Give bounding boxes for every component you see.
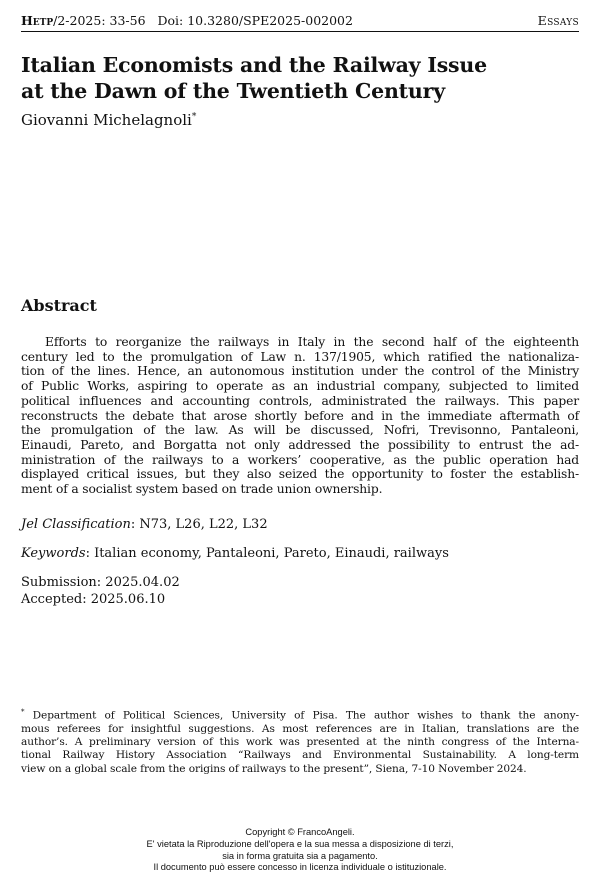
abstract-heading: Abstract: [21, 296, 97, 315]
submission-date: Submission: 2025.04.02: [21, 575, 180, 590]
abstract-line: ment of a socialist system based on trade union ownership.: [21, 482, 383, 497]
keywords-list: : Italian economy, Pantaleoni, Pareto, Einaudi, railways: [85, 546, 449, 561]
copyright-notice: [0, 827, 600, 874]
author-footnote-mark: *: [191, 112, 197, 122]
abstract-line: of Public Works, aspiring to operate as an industrial company, subjected to limited: [21, 379, 579, 394]
author: [21, 111, 196, 129]
footnote-line-text: Department of Political Sciences, University of Pisa. The author wishes to thank the anony-: [32, 709, 579, 722]
keywords: [21, 546, 449, 561]
abstract-line: century led to the promulgation of Law n. 137/1905, which ratified the nationaliza-: [21, 349, 579, 364]
section-label: Essays: [537, 13, 579, 28]
jel-label: Jel Classification: [21, 517, 131, 532]
abstract-body: [21, 335, 579, 497]
copyright-line: Il documento può essere concesso in licenza individuale o istituzionale.: [153, 862, 447, 873]
keywords-label: Keywords: [21, 546, 86, 561]
title-line-1: Italian Economists and the Railway Issue: [21, 53, 487, 77]
issue-pages: /2-2025: 33-56: [53, 13, 146, 28]
article-title: [21, 52, 579, 104]
abstract-line: ministration of the railways to a workers’ cooperative, as the public operation had: [21, 452, 579, 467]
running-header: [21, 11, 579, 32]
jel-classification: [21, 517, 268, 532]
abstract-line: the promulgation of the law. As will be discussed, Nofri, Trevisonno, Pantaleoni,: [21, 423, 579, 438]
footnote-mark: *: [21, 708, 25, 716]
abstract-line: tion of the lines. Hence, an autonomous institution under the control of the Ministry: [21, 364, 579, 379]
abstract-line: political influences and accounting controls, administrated the railways. This paper: [21, 393, 579, 408]
abstract-line: displayed critical issues, but they also seized the opportunity to foster the establish-: [21, 467, 579, 482]
jel-codes: : N73, L26, L22, L32: [130, 517, 268, 532]
footnote-line: tional Railway History Association “Railways and Environmental Sustainability. A long-term: [21, 749, 579, 762]
doi: Doi: 10.3280/SPE2025-002002: [157, 13, 353, 28]
author-name: Giovanni Michelagnoli: [21, 111, 192, 129]
abstract-line: Einaudi, Pareto, and Borgatta not only addressed the possibility to entrust the ad-: [21, 437, 579, 452]
copyright-line: E' vietata la Riproduzione dell'opera e la sua messa a disposizione di terzi,: [146, 838, 454, 849]
journal-abbrev: Hetp: [21, 13, 54, 28]
copyright-line: sia in forma gratuita sia a pagamento.: [222, 850, 378, 861]
author-footnote: [21, 706, 579, 776]
footnote-line: author’s. A preliminary version of this work was presented at the ninth congress of the Interna-: [21, 736, 579, 749]
abstract-line: reconstructs the debate that arose shortly before and in the immediate aftermath of: [21, 408, 579, 423]
header-citation: [21, 11, 353, 31]
copyright-line: Copyright © FrancoAngeli.: [245, 827, 355, 837]
footnote-line: view on a global scale from the origins of railways to the present”, Siena, 7-10 November 2024.: [21, 762, 527, 775]
accepted-date: Accepted: 2025.06.10: [21, 592, 166, 607]
footnote-line: mous referees for insightful suggestions. As most references are in Italian, translations are the: [21, 722, 579, 735]
footnote-line: [21, 706, 579, 723]
title-line-2: at the Dawn of the Twentieth Century: [21, 79, 445, 103]
abstract-line: Efforts to reorganize the railways in Italy in the second half of the eighteenth: [45, 335, 579, 349]
